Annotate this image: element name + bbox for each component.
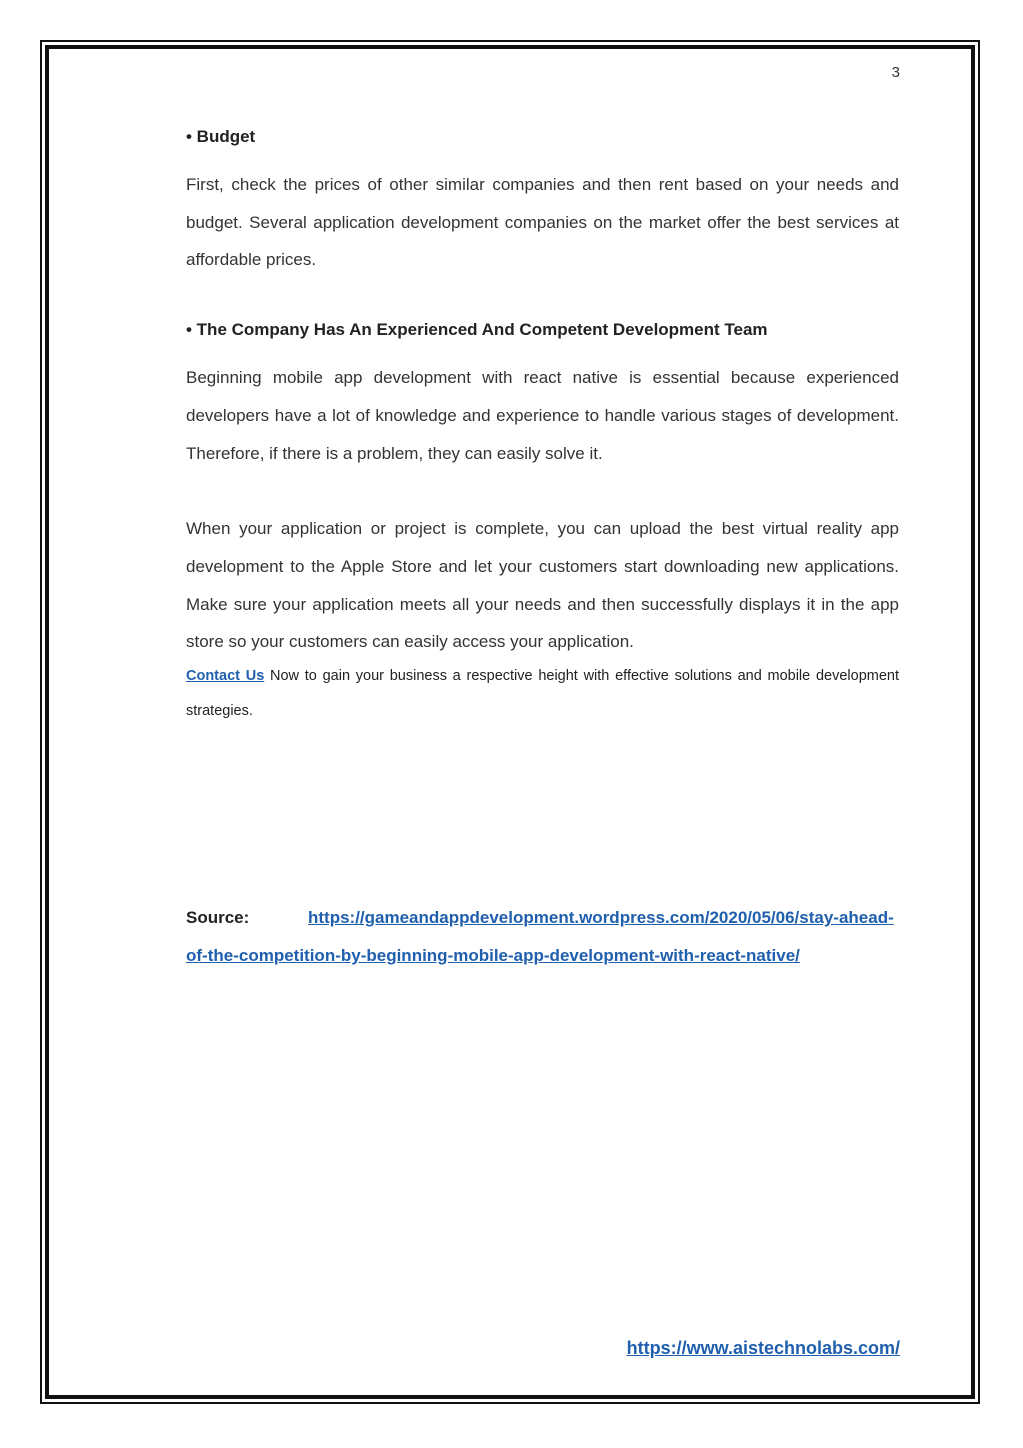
source-block	[186, 899, 899, 974]
footer-website-link[interactable]: https://www.aistechnolabs.com/	[626, 1338, 900, 1358]
section-heading-team: • The Company Has An Experienced And Competent Development Team	[186, 320, 768, 340]
page-number: 3	[891, 64, 900, 81]
source-label: Source:	[186, 908, 250, 928]
closing-paragraph: When your application or project is complete, you can upload the best virtual reality app development to the Apple Store and let your customers start downloading new applications. Make sure your application meets all your needs and then successfully displays it in the app store so your customers can easily access your application.	[186, 519, 899, 652]
section-heading-budget: • Budget	[186, 127, 256, 146]
section-paragraph-budget: First, check the prices of other similar companies and then rent based on your needs and budget. Several application development companies on the market offer the best services at affordable prices.	[186, 175, 899, 270]
section-paragraph-team: Beginning mobile app development with react native is essential because experienced developers have a lot of knowledge and experience to handle various stages of development. Therefore, if there is a problem, they can easily solve it.	[186, 368, 899, 463]
contact-rest-text: Now to gain your business a respective height with effective solutions and mobile development strategies.	[186, 668, 899, 720]
contact-paragraph	[186, 659, 899, 729]
contact-us-link[interactable]: Contact Us	[186, 668, 265, 685]
document-body	[186, 120, 899, 991]
source-link[interactable]: https://gameandappdevelopment.wordpress.com/2020/05/06/stay-ahead-of-the-competition-by-beginning-mobile-app-development-with-react-native/	[186, 908, 894, 965]
